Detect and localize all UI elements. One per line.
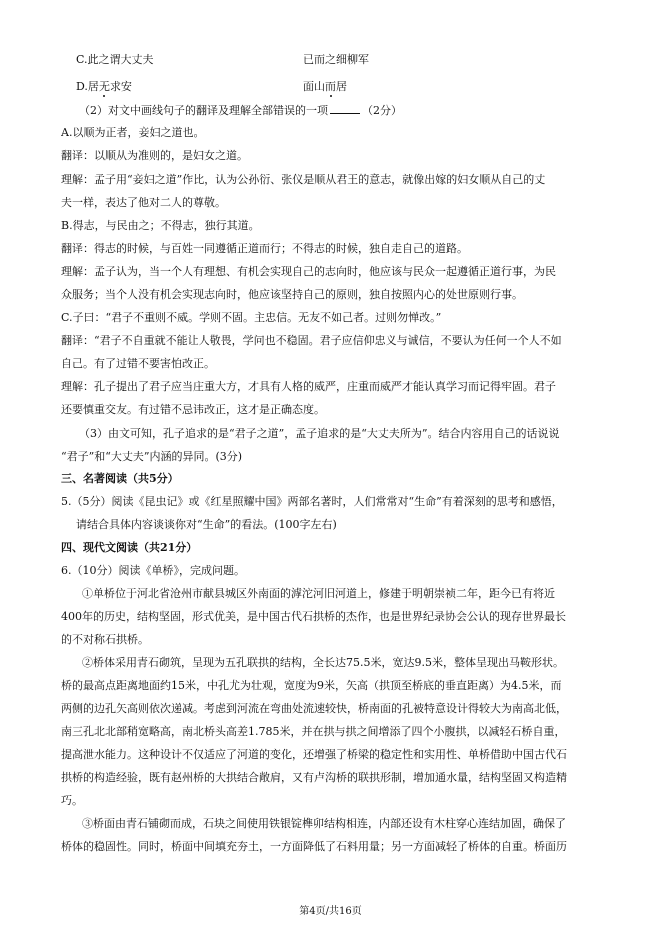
- q2-option-b-translation: 翻译：得志的时候，与百姓一同遵循正道而行；不得志的时候，独自走自己的道路。: [61, 242, 468, 255]
- option-d-left-dotted-char: 无: [98, 80, 110, 93]
- section-3-heading: 三、名著阅读（共5分）: [61, 472, 179, 485]
- q2-stem-score: （2分）: [362, 104, 402, 117]
- option-c-left: C.此之谓大丈夫: [76, 53, 154, 66]
- option-d-right-post: 居: [336, 80, 347, 93]
- paragraph-2-line-7: 巧。: [61, 794, 83, 807]
- paragraph-3-line-2: 桥体的稳固性。同时，桥面中间填充夯土，一方面降低了石料用量；另一方面减轻了桥体的自重。桥面历: [61, 840, 567, 853]
- paragraph-1-line-2: 400年的历史，结构坚固，形式优美，是中国古代石拱桥的杰作，也是世界纪录协会公认的现存世界最长: [61, 610, 566, 623]
- paragraph-2-line-4: 南三孔北北部稍宽略高，南北桥头高差1.785米，并在拱与拱之间增添了四个小腹拱，以减轻石桥自重，: [61, 725, 566, 738]
- option-d-left-pre: D.居: [76, 80, 99, 93]
- paragraph-2-line-1: ②桥体采用青石砌筑，呈现为五孔联拱的结构，全长达75.5米，宽达9.5米，整体呈现出马鞍形状。: [82, 656, 564, 669]
- q2-option-a-sentence: A.以顺为正者，妾妇之道也。: [61, 126, 205, 139]
- page-number-footer: 第4页/共16页: [299, 906, 362, 917]
- q2-option-b-sentence: B.得志，与民由之；不得志，独行其道。: [61, 219, 260, 232]
- q2-option-c-translation-2: 自己。有了过错不要害怕改正。: [61, 357, 215, 370]
- paragraph-2-line-5: 提高泄水能力。这种设计不仅适应了河道的变化，还增强了桥梁的稳定性和实用性、单桥借助中国古代石: [61, 748, 567, 761]
- q2-option-c-analysis-1: 理解：孔子提出了君子应当庄重大方，才具有人格的威严，庄重而威严才能认真学习而记得牢固。君子: [61, 380, 556, 393]
- q2-option-b-analysis-2: 众服务；当个人没有机会实现志向时，他应该坚持自己的原则，独自按照内心的处世原则行事。: [61, 288, 523, 301]
- q2-stem: [79, 104, 613, 118]
- option-d-left-post: 求安: [109, 80, 132, 93]
- q2-answer-blank: [330, 112, 360, 114]
- paragraph-2-line-2: 桥的最高点距离地面约15米，中孔尤为壮观，宽度为9米，矢高（拱顶至桥底的垂直距离）为4.5米，而: [61, 679, 562, 692]
- paragraph-1-line-1: ①单桥位于河北省沧州市献县城区外南面的滹沱河旧河道上，修建于明朝崇祯二年，距今已有将近: [82, 587, 555, 600]
- q2-option-c-analysis-2: 还要慎重交友。有过错不忌讳改正，这才是正确态度。: [61, 403, 325, 416]
- q2-option-c-translation-1: 翻译：“君子不自重就不能让人敬畏，学问也不稳固。君子应信仰忠义与诚信，不要认为任何一个人不如: [61, 334, 562, 347]
- q2-option-a-analysis-1: 理解：孟子用“妾妇之道”作比，认为公孙衍、张仪是顺从君王的意志，就像出嫁的妇女顺从自己的丈: [61, 173, 546, 186]
- section-4-heading: 四、现代文阅读（共21分）: [61, 541, 198, 554]
- option-d-right: [303, 80, 347, 94]
- q2-option-a-translation: 翻译：以顺从为准则的，是妇女之道。: [61, 149, 248, 162]
- option-d-right-dotted-char: 而: [325, 80, 336, 93]
- option-d-right-pre: 面山: [303, 80, 325, 93]
- paragraph-1-line-3: 的不对称石拱桥。: [61, 633, 149, 646]
- q3-line-2: “君子”和“大丈夫”内涵的异同。(3分): [61, 450, 243, 463]
- q5-line-1: 5.（5分）阅读《昆虫记》或《红星照耀中国》两部名著时，人们常常对“生命”有着深刻的思考和感悟，: [61, 495, 563, 508]
- option-d-left: [76, 80, 132, 94]
- q5-line-2: 请结合具体内容谈谈你对“生命”的看法。(100字左右): [76, 518, 337, 531]
- q2-option-c-sentence: C.子曰：“君子不重则不威。学则不固。主忠信。无友不如己者。过则勿惮改。”: [61, 311, 442, 324]
- q2-option-a-analysis-2: 夫一样，表达了他对二人的尊敬。: [61, 196, 226, 209]
- q3-line-1: （3）由文可知，孔子追求的是“君子之道”，孟子追求的是“大丈夫所为”。结合内容用自己的话说说: [79, 427, 560, 440]
- q6-stem: 6.（10分）阅读《单桥》，完成问题。: [61, 564, 245, 577]
- q2-option-b-analysis-1: 理解：孟子认为，当一个人有理想、有机会实现自己的志向时，他应该与民众一起遵循正道行事，为民: [61, 265, 556, 278]
- paragraph-2-line-6: 拱桥的构造经验，既有赵州桥的大拱结合敞肩，又有卢沟桥的联拱形制，增加通水量，结构坚固又构造精: [61, 771, 567, 784]
- paragraph-2-line-3: 两侧的边孔矢高则依次递减。考虑到河流在弯曲处流速较快，桥南面的孔被特意设计得较大为南高北低，: [61, 702, 567, 715]
- paragraph-3-line-1: ③桥面由青石铺砌而成，石块之间使用铁银锭榫卯结构相连，内部还设有木柱穿心连结加固，确保了: [82, 817, 566, 830]
- option-c-right: 已而之细柳军: [303, 53, 369, 66]
- q2-stem-text: （2）对文中画线句子的翻译及理解全部错误的一项: [79, 104, 328, 117]
